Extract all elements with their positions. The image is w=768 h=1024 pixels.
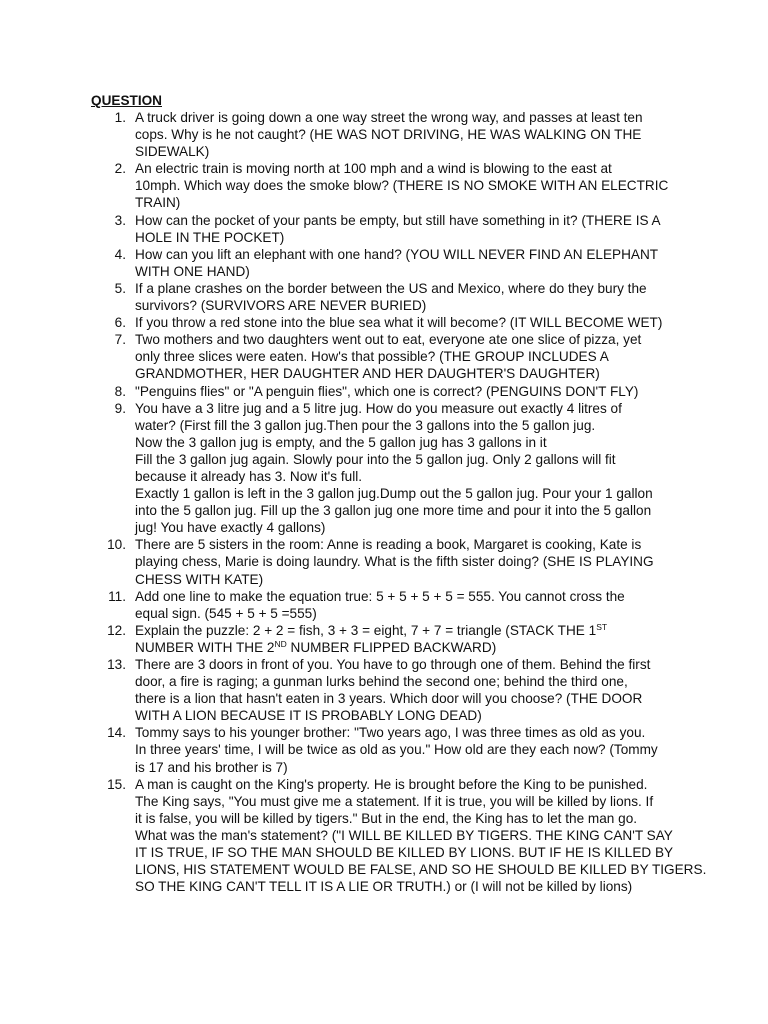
question-line: There are 3 doors in front of you. You have to go through one of them. Behind the first <box>135 657 651 672</box>
question-text <box>135 622 688 656</box>
question-number: 6. <box>114 315 126 331</box>
question-number: 13. <box>107 657 126 672</box>
question-item <box>91 656 688 724</box>
question-number: 2. <box>114 161 126 177</box>
question-number: 15. <box>107 776 126 792</box>
question-line: there is a lion that hasn't eaten in 3 years. Which door will you choose? (THE DOOR <box>135 691 643 707</box>
question-number: 7. <box>114 332 126 348</box>
question-item <box>91 622 688 656</box>
question-text <box>135 588 688 622</box>
question-line: If a plane crashes on the border between the US and Mexico, where do they bury the <box>135 280 647 296</box>
question-text <box>135 212 688 246</box>
question-line: If you throw a red stone into the blue sea what it will become? (IT WILL BECOME WET) <box>135 315 663 331</box>
question-number: 1. <box>114 110 126 125</box>
question-line: Exactly 1 gallon is left in the 3 gallon jug.Dump out the 5 gallon jug. Pour your 1 gallon <box>135 486 653 502</box>
question-line: door, a fire is raging; a gunman lurks behind the second one; behind the third one, <box>135 674 628 690</box>
question-line: is 17 and his brother is 7) <box>135 759 288 775</box>
question-line: There are 5 sisters in the room: Anne is reading a book, Margaret is cooking, Kate is <box>135 537 642 553</box>
question-line: Now the 3 gallon jug is empty, and the 5 gallon jug has 3 gallons in it <box>135 434 547 450</box>
question-line: WITH A LION BECAUSE IT IS PROBABLY LONG DEAD) <box>135 708 482 724</box>
question-line: survivors? (SURVIVORS ARE NEVER BURIED) <box>135 298 427 314</box>
question-line: CHESS WITH KATE) <box>135 571 264 587</box>
question-line: jug! You have exactly 4 gallons) <box>135 520 326 536</box>
question-line: because it already has 3. Now it's full. <box>135 468 363 484</box>
question-line: In three years' time, I will be twice as old as you." How old are they each now? (Tommy <box>135 742 658 758</box>
question-number: 11. <box>108 588 126 604</box>
question-text <box>135 280 688 314</box>
ordinal-superscript: ND <box>274 638 287 649</box>
question-line: Tommy says to his younger brother: "Two years ago, I was three times as old as you. <box>135 725 646 741</box>
question-line: IT IS TRUE, IF SO THE MAN SHOULD BE KILLED BY LIONS. BUT IF HE IS KILLED BY <box>135 845 674 861</box>
question-item <box>91 383 688 400</box>
question-line: "Penguins flies" or "A penguin flies", which one is correct? (PENGUINS DON'T FLY) <box>135 383 639 399</box>
question-text <box>135 400 688 537</box>
question-item <box>91 314 688 331</box>
question-text <box>135 776 707 896</box>
question-item <box>91 331 688 382</box>
question-number: 8. <box>114 383 126 399</box>
question-line: only three slices were eaten. How's that possible? (THE GROUP INCLUDES A <box>135 349 609 365</box>
question-line: Two mothers and two daughters went out to eat, everyone ate one slice of pizza, yet <box>135 332 642 348</box>
question-item <box>91 400 688 537</box>
question-number: 5. <box>114 280 126 296</box>
question-line: playing chess, Marie is doing laundry. What is the fifth sister doing? (SHE IS PLAYING <box>135 554 654 570</box>
question-line <box>135 639 688 656</box>
question-line: it is false, you will be killed by tigers." But in the end, the King has to let the man go. <box>135 810 638 826</box>
question-number: 9. <box>114 400 126 416</box>
question-item <box>91 536 688 587</box>
question-line: How can you lift an elephant with one hand? (YOU WILL NEVER FIND AN ELEPHANT <box>135 246 659 262</box>
question-line: Fill the 3 gallon jug again. Slowly pour into the 5 gallon jug. Only 2 gallons will fit <box>135 451 616 467</box>
question-list <box>91 109 707 895</box>
question-item <box>91 724 688 775</box>
question-text <box>135 109 688 160</box>
question-line: SO THE KING CAN'T TELL IT IS A LIE OR TRUTH.) or (I will not be killed by lions) <box>135 879 633 895</box>
question-line-text: Explain the puzzle: 2 + 2 = fish, 3 + 3 = eight, 7 + 7 = triangle (STACK THE 1 <box>135 622 597 638</box>
question-text <box>135 160 688 211</box>
question-item <box>91 109 688 160</box>
ordinal-superscript: ST <box>596 621 608 632</box>
question-text <box>135 724 688 775</box>
question-number: 4. <box>114 246 126 262</box>
question-line: cops. Why is he not caught? (HE WAS NOT DRIVING, HE WAS WALKING ON THE <box>135 127 642 143</box>
question-line: A man is caught on the King's property. He is brought before the King to be punished. <box>135 776 648 792</box>
question-item <box>91 160 688 211</box>
question-line <box>135 622 688 639</box>
question-line: Add one line to make the equation true: 5 + 5 + 5 + 5 = 555. You cannot cross the <box>135 588 625 604</box>
question-line-text: NUMBER FLIPPED BACKWARD) <box>286 639 497 655</box>
question-item <box>91 212 688 246</box>
question-line: A truck driver is going down a one way street the wrong way, and passes at least ten <box>135 110 643 125</box>
question-number: 3. <box>114 212 126 228</box>
question-line: An electric train is moving north at 100 mph and a wind is blowing to the east at <box>135 161 612 177</box>
question-number: 12. <box>107 622 126 638</box>
question-item <box>91 776 707 896</box>
question-heading: QUESTION <box>91 93 162 108</box>
question-item <box>91 246 688 280</box>
question-line: What was the man's statement? ("I WILL BE KILLED BY TIGERS. THE KING CAN'T SAY <box>135 827 673 843</box>
question-line: 10mph. Which way does the smoke blow? (THERE IS NO SMOKE WITH AN ELECTRIC <box>135 178 669 194</box>
question-item <box>91 588 688 622</box>
question-line-text: NUMBER WITH THE 2 <box>135 639 275 655</box>
question-item <box>91 280 688 314</box>
question-number: 14. <box>107 725 126 741</box>
question-text <box>135 246 688 280</box>
question-line: WITH ONE HAND) <box>135 263 250 279</box>
question-text <box>135 331 688 382</box>
question-text <box>135 314 688 331</box>
question-text <box>135 383 688 400</box>
question-line: HOLE IN THE POCKET) <box>135 229 285 245</box>
question-line: GRANDMOTHER, HER DAUGHTER AND HER DAUGHTER'S DAUGHTER) <box>135 366 600 382</box>
question-line: SIDEWALK) <box>135 144 210 160</box>
question-line: How can the pocket of your pants be empty, but still have something in it? (THERE IS A <box>135 212 661 228</box>
question-line: LIONS, HIS STATEMENT WOULD BE FALSE, AND SO HE SHOULD BE KILLED BY TIGERS. <box>135 862 707 878</box>
question-line: The King says, "You must give me a statement. If it is true, you will be killed by lions. If <box>135 793 654 809</box>
question-number: 10. <box>107 537 126 553</box>
question-line: TRAIN) <box>135 195 181 211</box>
question-text <box>135 656 688 724</box>
question-line: You have a 3 litre jug and a 5 litre jug. How do you measure out exactly 4 litres of <box>135 400 622 416</box>
question-line: water? (First fill the 3 gallon jug.Then pour the 3 gallons into the 5 gallon jug. <box>135 417 596 433</box>
question-text <box>135 536 688 587</box>
question-line: into the 5 gallon jug. Fill up the 3 gallon jug one more time and pour it into the 5 gallon <box>135 503 652 519</box>
question-line: equal sign. (545 + 5 + 5 =555) <box>135 605 317 621</box>
